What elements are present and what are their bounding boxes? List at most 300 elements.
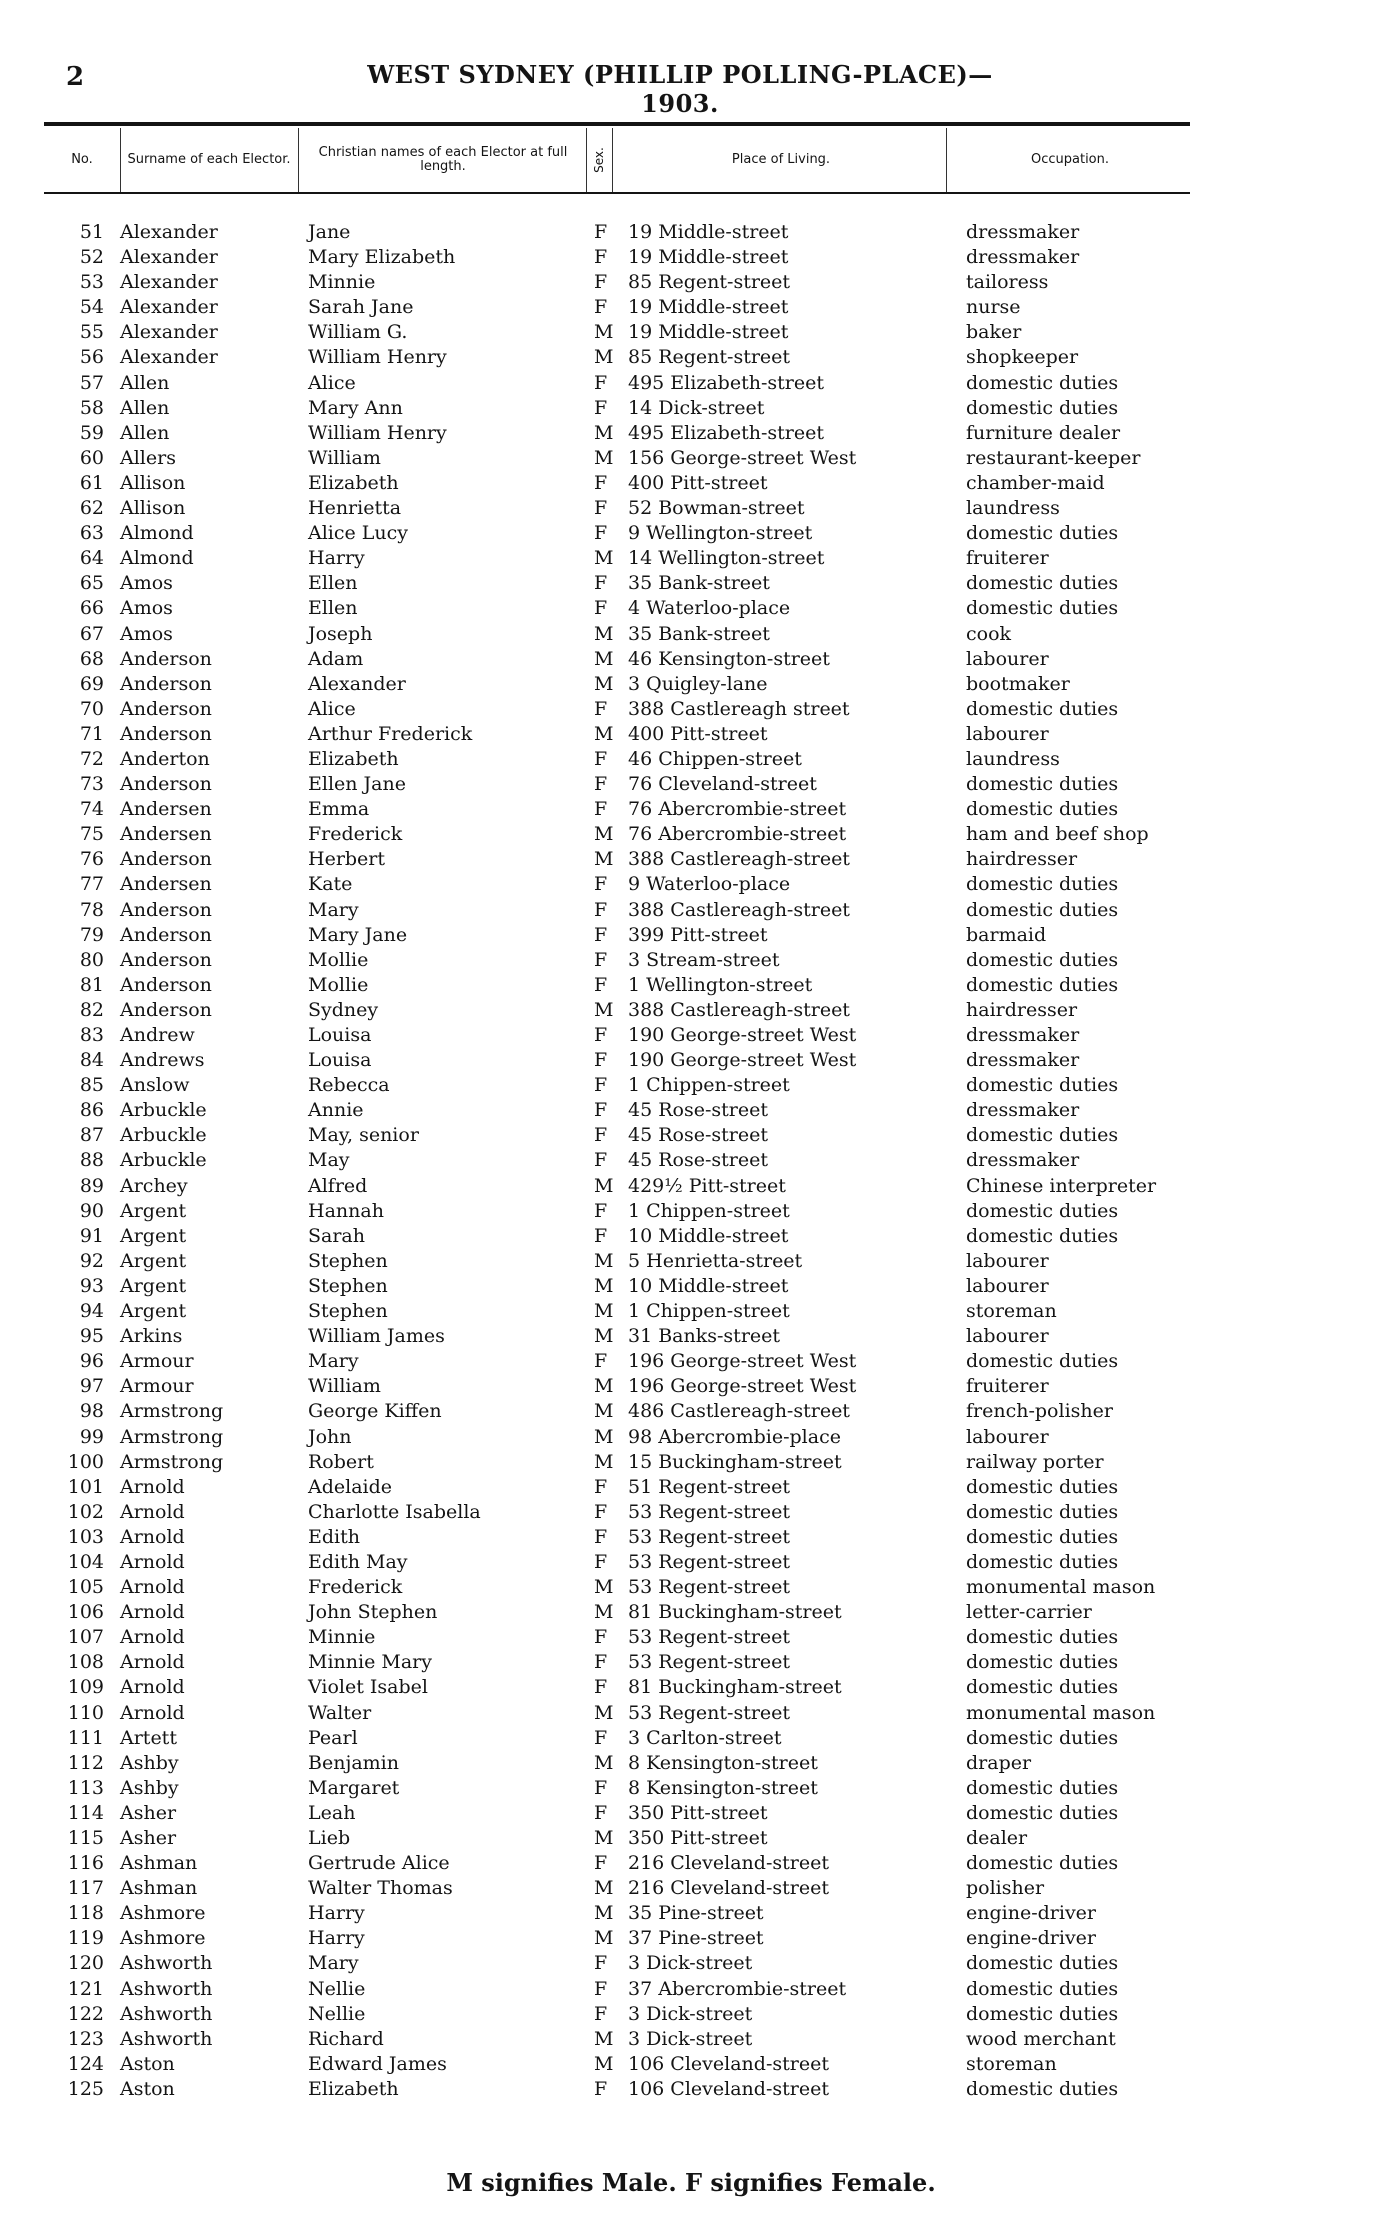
elector-place-of-living: 10 Middle-street	[628, 1274, 789, 1297]
column-divider	[298, 128, 299, 192]
elector-number: 64	[79, 547, 104, 570]
elector-sex: F	[594, 773, 608, 796]
table-row	[0, 1123, 1382, 1148]
elector-christian-names: Stephen	[308, 1300, 388, 1323]
elector-occupation: domestic duties	[966, 1952, 1119, 1975]
elector-place-of-living: 495 Elizabeth-street	[628, 371, 824, 394]
elector-surname: Ashmore	[120, 1902, 206, 1925]
table-row	[0, 1475, 1382, 1500]
table-row	[0, 1701, 1382, 1726]
elector-christian-names: Hannah	[308, 1199, 384, 1222]
elector-surname: Almond	[120, 547, 194, 570]
elector-occupation: domestic duties	[966, 1977, 1119, 2000]
elector-surname: Alexander	[120, 321, 218, 344]
elector-sex: F	[594, 597, 608, 620]
elector-number: 103	[67, 1525, 104, 1548]
elector-occupation: domestic duties	[966, 371, 1119, 394]
elector-surname: Arnold	[120, 1500, 185, 1523]
elector-surname: Amos	[120, 597, 173, 620]
elector-place-of-living: 46 Chippen-street	[628, 747, 802, 770]
elector-number: 52	[79, 246, 104, 269]
elector-sex: F	[594, 948, 608, 971]
elector-sex: M	[594, 1325, 614, 1348]
elector-number: 58	[79, 396, 104, 419]
elector-surname: Ashworth	[120, 2027, 213, 2050]
elector-number: 60	[79, 446, 104, 469]
elector-place-of-living: 429½ Pitt-street	[628, 1174, 786, 1197]
elector-number: 86	[79, 1099, 104, 1122]
elector-christian-names: Ellen	[308, 572, 358, 595]
elector-surname: Arnold	[120, 1626, 185, 1649]
elector-number: 77	[79, 873, 104, 896]
elector-number: 99	[79, 1425, 104, 1448]
elector-place-of-living: 350 Pitt-street	[628, 1827, 768, 1849]
elector-sex: F	[594, 1676, 608, 1699]
elector-sex: F	[594, 1776, 608, 1799]
elector-place-of-living: 52 Bowman-street	[628, 497, 805, 520]
table-row	[0, 2027, 1382, 2052]
elector-occupation: storeman	[966, 2052, 1057, 2075]
elector-sex: F	[594, 1726, 608, 1749]
elector-place-of-living: 106 Cleveland-street	[628, 2052, 829, 2075]
elector-occupation: bootmaker	[966, 672, 1070, 695]
elector-sex: F	[594, 1852, 608, 1875]
elector-place-of-living: 76 Abercrombie-street	[628, 798, 847, 821]
elector-christian-names: Jane	[308, 221, 351, 243]
elector-place-of-living: 35 Bank-street	[628, 572, 770, 595]
table-row	[0, 998, 1382, 1023]
elector-sex: F	[594, 1099, 608, 1122]
table-row	[0, 722, 1382, 747]
table-row	[0, 1399, 1382, 1424]
table-row	[0, 371, 1382, 396]
elector-sex: F	[594, 1952, 608, 1975]
table-row	[0, 872, 1382, 897]
elector-surname: Armstrong	[120, 1400, 224, 1423]
elector-occupation: domestic duties	[966, 873, 1119, 896]
elector-occupation: domestic duties	[966, 1500, 1119, 1523]
elector-place-of-living: 53 Regent-street	[628, 1626, 791, 1649]
elector-occupation: domestic duties	[966, 898, 1119, 921]
elector-place-of-living: 37 Abercrombie-street	[628, 1977, 847, 2000]
elector-number: 57	[79, 371, 104, 394]
elector-occupation: railway porter	[966, 1450, 1104, 1473]
column-header-christian-names: Christian names of each Elector at full length.	[318, 145, 568, 174]
elector-place-of-living: 388 Castlereagh-street	[628, 898, 850, 921]
elector-occupation: domestic duties	[966, 973, 1119, 996]
elector-christian-names: Kate	[308, 873, 353, 896]
elector-place-of-living: 216 Cleveland-street	[628, 1852, 829, 1875]
elector-number: 71	[79, 722, 104, 745]
elector-place-of-living: 76 Abercrombie-street	[628, 823, 847, 846]
elector-christian-names: Ellen Jane	[308, 773, 406, 796]
elector-place-of-living: 53 Regent-street	[628, 1500, 791, 1523]
elector-surname: Anderson	[120, 898, 212, 921]
elector-number: 120	[67, 1952, 104, 1975]
elector-christian-names: Frederick	[308, 823, 403, 846]
elector-christian-names: Mary Ann	[308, 396, 403, 419]
elector-occupation: chamber-maid	[966, 471, 1105, 494]
elector-christian-names: William Henry	[308, 346, 447, 369]
elector-place-of-living: 9 Wellington-street	[628, 522, 813, 545]
elector-number: 54	[79, 296, 104, 319]
elector-surname: Arbuckle	[120, 1149, 207, 1172]
elector-surname: Alexander	[120, 271, 218, 294]
elector-place-of-living: 8 Kensington-street	[628, 1776, 818, 1799]
table-row	[0, 1324, 1382, 1349]
elector-number: 53	[79, 271, 104, 294]
elector-number: 59	[79, 421, 104, 444]
elector-number: 119	[67, 1927, 104, 1950]
elector-occupation: dealer	[966, 1827, 1028, 1849]
table-row	[0, 1500, 1382, 1525]
elector-number: 75	[79, 823, 104, 846]
elector-christian-names: Margaret	[308, 1776, 400, 1799]
table-row	[0, 446, 1382, 471]
elector-surname: Arnold	[120, 1550, 185, 1573]
elector-place-of-living: 3 Dick-street	[628, 1952, 753, 1975]
elector-christian-names: Alexander	[308, 672, 406, 695]
table-row	[0, 1048, 1382, 1073]
elector-christian-names: Minnie	[308, 271, 376, 294]
elector-number: 62	[79, 497, 104, 520]
elector-place-of-living: 85 Regent-street	[628, 271, 791, 294]
elector-occupation: wood merchant	[966, 2027, 1116, 2050]
elector-sex: F	[594, 296, 608, 319]
elector-christian-names: Sarah	[308, 1224, 365, 1247]
elector-occupation: dressmaker	[966, 1049, 1080, 1072]
elector-occupation: domestic duties	[966, 522, 1119, 545]
table-row	[0, 1951, 1382, 1976]
elector-christian-names: Henrietta	[308, 497, 402, 520]
elector-occupation: fruiterer	[966, 547, 1049, 570]
sex-legend: M signifies Male. F signifies Female.	[446, 2168, 936, 2197]
table-row	[0, 697, 1382, 722]
elector-number: 63	[79, 522, 104, 545]
elector-surname: Anderson	[120, 722, 212, 745]
column-header-occupation: Occupation.	[1030, 152, 1110, 167]
elector-place-of-living: 196 George-street West	[628, 1375, 857, 1398]
table-row	[0, 220, 1382, 245]
elector-christian-names: Sydney	[308, 998, 379, 1021]
elector-occupation: domestic duties	[966, 597, 1119, 620]
elector-number: 117	[67, 1877, 104, 1900]
elector-number: 124	[67, 2052, 104, 2075]
elector-place-of-living: 4 Waterloo-place	[628, 597, 791, 620]
elector-sex: M	[594, 622, 614, 645]
elector-sex: M	[594, 421, 614, 444]
table-row	[0, 1675, 1382, 1700]
elector-sex: F	[594, 1049, 608, 1072]
elector-christian-names: Mollie	[308, 948, 369, 971]
elector-place-of-living: 51 Regent-street	[628, 1475, 791, 1498]
elector-sex: M	[594, 1249, 614, 1272]
elector-place-of-living: 45 Rose-street	[628, 1149, 768, 1172]
elector-christian-names: Walter	[308, 1701, 372, 1724]
elector-sex: M	[594, 1274, 614, 1297]
elector-surname: Arnold	[120, 1475, 185, 1498]
elector-surname: Ashman	[120, 1877, 198, 1900]
elector-christian-names: Harry	[308, 1927, 365, 1950]
elector-surname: Arbuckle	[120, 1124, 207, 1147]
elector-number: 111	[67, 1726, 104, 1749]
elector-place-of-living: 388 Castlereagh-street	[628, 848, 850, 871]
elector-sex: F	[594, 1977, 608, 2000]
elector-sex: F	[594, 798, 608, 821]
elector-occupation: letter-carrier	[966, 1601, 1092, 1624]
elector-sex: F	[594, 522, 608, 545]
elector-occupation: storeman	[966, 1300, 1057, 1323]
elector-christian-names: Frederick	[308, 1576, 403, 1599]
elector-place-of-living: 81 Buckingham-street	[628, 1676, 842, 1699]
elector-occupation: nurse	[966, 296, 1021, 319]
elector-place-of-living: 53 Regent-street	[628, 1651, 791, 1674]
elector-number: 90	[79, 1199, 104, 1222]
elector-surname: Ashworth	[120, 1952, 213, 1975]
elector-christian-names: Sarah Jane	[308, 296, 414, 319]
elector-christian-names: Pearl	[308, 1726, 358, 1749]
elector-number: 61	[79, 471, 104, 494]
header-rule	[44, 192, 1190, 194]
elector-number: 116	[67, 1852, 104, 1875]
elector-occupation: hairdresser	[966, 998, 1078, 1021]
elector-sex: F	[594, 497, 608, 520]
elector-christian-names: Violet Isabel	[308, 1676, 428, 1699]
page-title: WEST SYDNEY (PHILLIP POLLING-PLACE)—1903.	[367, 60, 993, 118]
elector-occupation: dressmaker	[966, 221, 1080, 243]
elector-number: 94	[79, 1300, 104, 1323]
elector-number: 85	[79, 1074, 104, 1097]
elector-number: 102	[67, 1500, 104, 1523]
elector-christian-names: Alice	[308, 697, 356, 720]
elector-christian-names: Edith	[308, 1525, 360, 1548]
elector-surname: Argent	[120, 1249, 187, 1272]
elector-place-of-living: 5 Henrietta-street	[628, 1249, 803, 1272]
elector-number: 121	[67, 1977, 104, 2000]
elector-number: 78	[79, 898, 104, 921]
elector-sex: M	[594, 346, 614, 369]
table-row	[0, 973, 1382, 998]
elector-christian-names: William G.	[308, 321, 408, 344]
table-row	[0, 747, 1382, 772]
elector-surname: Arbuckle	[120, 1099, 207, 1122]
elector-surname: Allison	[120, 471, 186, 494]
page-number: 2	[66, 62, 85, 92]
elector-surname: Anderson	[120, 672, 212, 695]
elector-surname: Anderson	[120, 773, 212, 796]
elector-place-of-living: 196 George-street West	[628, 1350, 857, 1373]
elector-number: 84	[79, 1049, 104, 1072]
elector-place-of-living: 45 Rose-street	[628, 1124, 768, 1147]
elector-occupation: barmaid	[966, 923, 1047, 946]
elector-number: 113	[67, 1776, 104, 1799]
elector-surname: Armour	[120, 1375, 194, 1398]
elector-sex: F	[594, 1074, 608, 1097]
elector-surname: Argent	[120, 1300, 187, 1323]
elector-christian-names: Robert	[308, 1450, 374, 1473]
elector-surname: Alexander	[120, 221, 218, 243]
elector-place-of-living: 9 Waterloo-place	[628, 873, 791, 896]
elector-surname: Allen	[120, 371, 170, 394]
elector-surname: Argent	[120, 1224, 187, 1247]
table-row	[0, 1224, 1382, 1249]
elector-occupation: domestic duties	[966, 1074, 1119, 1097]
elector-christian-names: Richard	[308, 2027, 384, 2050]
elector-occupation: labourer	[966, 1274, 1049, 1297]
elector-christian-names: Charlotte Isabella	[308, 1500, 481, 1523]
elector-sex: F	[594, 873, 608, 896]
elector-list	[0, 220, 1382, 2102]
elector-occupation: domestic duties	[966, 1124, 1119, 1147]
elector-occupation: domestic duties	[966, 1852, 1119, 1875]
table-row	[0, 1977, 1382, 2002]
elector-surname: Almond	[120, 522, 194, 545]
table-row	[0, 521, 1382, 546]
elector-surname: Ashby	[120, 1776, 179, 1799]
elector-sex: F	[594, 898, 608, 921]
elector-number: 69	[79, 672, 104, 695]
table-row	[0, 647, 1382, 672]
elector-sex: M	[594, 1827, 614, 1849]
elector-surname: Argent	[120, 1274, 187, 1297]
elector-place-of-living: 3 Stream-street	[628, 948, 780, 971]
table-row	[0, 923, 1382, 948]
elector-place-of-living: 53 Regent-street	[628, 1525, 791, 1548]
table-row	[0, 847, 1382, 872]
elector-surname: Anderson	[120, 973, 212, 996]
table-row	[0, 1600, 1382, 1625]
elector-sex: M	[594, 547, 614, 570]
table-row	[0, 1274, 1382, 1299]
elector-christian-names: Minnie Mary	[308, 1651, 432, 1674]
column-divider	[120, 128, 121, 192]
table-row	[0, 1023, 1382, 1048]
elector-surname: Armstrong	[120, 1450, 224, 1473]
elector-number: 107	[67, 1626, 104, 1649]
elector-number: 100	[67, 1450, 104, 1473]
elector-christian-names: Louisa	[308, 1024, 372, 1046]
table-row	[0, 596, 1382, 621]
elector-sex: F	[594, 973, 608, 996]
elector-number: 115	[67, 1827, 104, 1849]
elector-surname: Andersen	[120, 823, 212, 846]
table-row	[0, 772, 1382, 797]
elector-surname: Armstrong	[120, 1425, 224, 1448]
table-row	[0, 1650, 1382, 1675]
elector-number: 122	[67, 2002, 104, 2025]
elector-christian-names: Leah	[308, 1801, 356, 1824]
elector-occupation: baker	[966, 321, 1022, 344]
elector-number: 67	[79, 622, 104, 645]
elector-christian-names: George Kiffen	[308, 1400, 442, 1423]
elector-occupation: domestic duties	[966, 1475, 1119, 1498]
elector-surname: Arnold	[120, 1701, 185, 1724]
elector-sex: F	[594, 1550, 608, 1573]
elector-place-of-living: 35 Bank-street	[628, 622, 770, 645]
elector-surname: Andersen	[120, 798, 212, 821]
elector-christian-names: May	[308, 1149, 350, 1172]
elector-sex: F	[594, 1500, 608, 1523]
elector-place-of-living: 53 Regent-street	[628, 1550, 791, 1573]
elector-place-of-living: 35 Pine-street	[628, 1902, 764, 1925]
elector-occupation: furniture dealer	[966, 421, 1121, 444]
elector-occupation: fruiterer	[966, 1375, 1049, 1398]
elector-place-of-living: 3 Quigley-lane	[628, 672, 768, 695]
elector-place-of-living: 14 Wellington-street	[628, 547, 825, 570]
elector-number: 125	[67, 2077, 104, 2100]
table-row	[0, 1876, 1382, 1901]
elector-sex: F	[594, 747, 608, 770]
elector-christian-names: Louisa	[308, 1049, 372, 1072]
elector-place-of-living: 53 Regent-street	[628, 1576, 791, 1599]
column-header-place: Place of Living.	[731, 152, 831, 167]
elector-place-of-living: 8 Kensington-street	[628, 1751, 818, 1774]
elector-surname: Ashworth	[120, 2002, 213, 2025]
elector-sex: M	[594, 1927, 614, 1950]
elector-place-of-living: 53 Regent-street	[628, 1701, 791, 1724]
elector-sex: F	[594, 923, 608, 946]
elector-occupation: dressmaker	[966, 246, 1080, 269]
elector-sex: F	[594, 271, 608, 294]
elector-number: 108	[67, 1651, 104, 1674]
table-row	[0, 1550, 1382, 1575]
elector-place-of-living: 10 Middle-street	[628, 1224, 789, 1247]
elector-place-of-living: 19 Middle-street	[628, 296, 789, 319]
elector-sex: M	[594, 446, 614, 469]
elector-sex: F	[594, 1801, 608, 1824]
elector-surname: Asher	[120, 1827, 177, 1849]
elector-christian-names: Elizabeth	[308, 747, 399, 770]
elector-surname: Anderton	[120, 747, 210, 770]
elector-number: 114	[67, 1801, 104, 1824]
elector-christian-names: Adelaide	[308, 1475, 393, 1498]
column-header-no: No.	[71, 152, 93, 167]
elector-occupation: labourer	[966, 722, 1049, 745]
elector-surname: Artett	[120, 1726, 177, 1749]
elector-occupation: domestic duties	[966, 773, 1119, 796]
elector-surname: Armour	[120, 1350, 194, 1373]
elector-place-of-living: 1 Chippen-street	[628, 1074, 790, 1097]
elector-sex: M	[594, 823, 614, 846]
elector-sex: M	[594, 1425, 614, 1448]
elector-sex: M	[594, 1902, 614, 1925]
elector-surname: Andrew	[120, 1024, 195, 1046]
elector-place-of-living: 3 Carlton-street	[628, 1726, 782, 1749]
table-row	[0, 1726, 1382, 1751]
table-row	[0, 1575, 1382, 1600]
elector-place-of-living: 19 Middle-street	[628, 221, 789, 243]
elector-occupation: Chinese interpreter	[966, 1174, 1157, 1197]
elector-number: 79	[79, 923, 104, 946]
elector-occupation: domestic duties	[966, 1676, 1119, 1699]
elector-occupation: domestic duties	[966, 1199, 1119, 1222]
elector-place-of-living: 15 Buckingham-street	[628, 1450, 842, 1473]
elector-christian-names: Stephen	[308, 1249, 388, 1272]
elector-number: 70	[79, 697, 104, 720]
elector-place-of-living: 190 George-street West	[628, 1024, 857, 1046]
elector-surname: Ashman	[120, 1852, 198, 1875]
table-row	[0, 2002, 1382, 2027]
elector-number: 73	[79, 773, 104, 796]
table-row	[0, 622, 1382, 647]
elector-place-of-living: 399 Pitt-street	[628, 923, 768, 946]
elector-surname: Allison	[120, 497, 186, 520]
elector-christian-names: Stephen	[308, 1274, 388, 1297]
elector-place-of-living: 400 Pitt-street	[628, 722, 768, 745]
elector-occupation: domestic duties	[966, 1626, 1119, 1649]
table-row	[0, 1098, 1382, 1123]
table-row	[0, 1776, 1382, 1801]
